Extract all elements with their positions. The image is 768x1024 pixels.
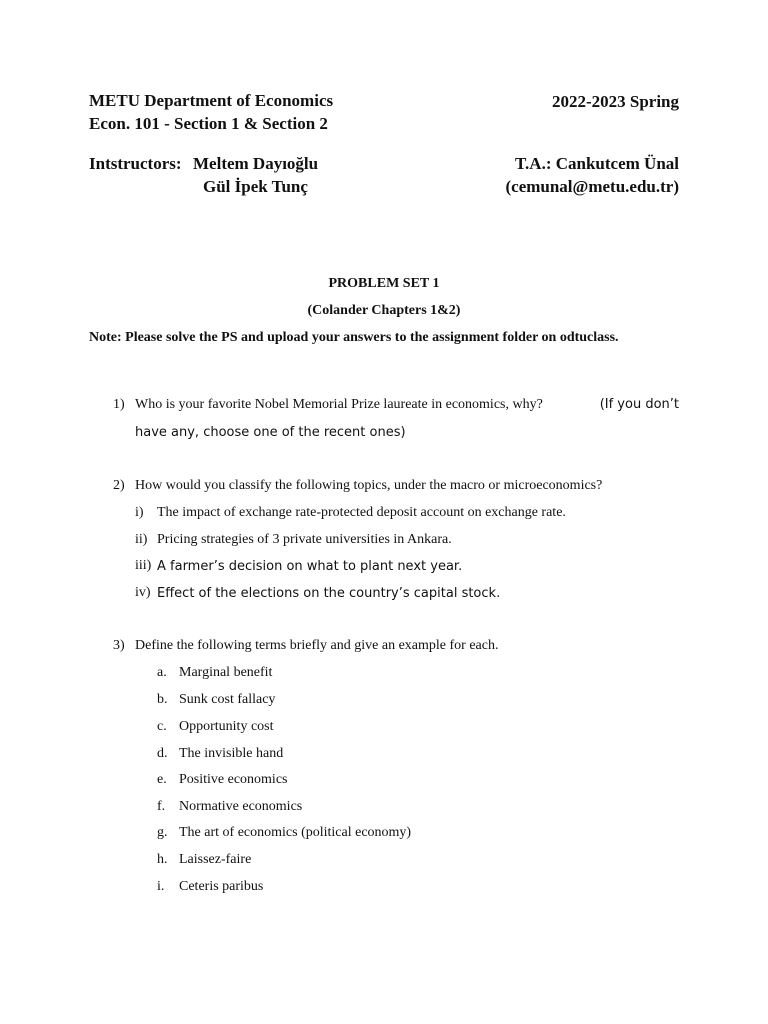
teaching-assistant: T.A.: Cankutcem Ünal	[514, 154, 679, 173]
instructor-2: Gül İpek Tunç	[203, 177, 308, 196]
q3-item-marker: b.	[157, 692, 168, 707]
q3-item-marker: a.	[157, 665, 167, 680]
instructors-label: Intstructors:	[89, 154, 182, 173]
q3-item-text: The art of economics (political economy)	[179, 825, 412, 840]
q2-item-text: Pricing strategies of 3 private universities in Ankara.	[157, 532, 452, 547]
q3-item-marker: c.	[157, 719, 167, 734]
q3-item-marker: i.	[157, 879, 165, 894]
question-1-text-aside: (If you don’t	[599, 397, 679, 412]
q3-item-marker: f.	[157, 799, 166, 814]
q2-item-marker: i)	[135, 505, 144, 520]
q3-item-text: Laissez-faire	[179, 852, 252, 867]
q3-item-marker: h.	[157, 852, 168, 867]
q2-item-marker: ii)	[135, 532, 148, 547]
problem-set-subtitle: (Colander Chapters 1&2)	[307, 303, 461, 318]
q3-item-text: Normative economics	[179, 799, 303, 814]
q3-item-marker: d.	[157, 746, 168, 761]
q3-item-text: The invisible hand	[179, 746, 284, 761]
term: 2022-2023 Spring	[551, 92, 679, 111]
q3-item-text: Sunk cost fallacy	[179, 692, 276, 707]
question-3-text: Define the following terms briefly and give an example for each.	[135, 638, 499, 653]
instructor-1: Meltem Dayıoğlu	[193, 154, 319, 173]
question-2-number: 2)	[113, 478, 125, 493]
q2-item-text: A farmer’s decision on what to plant next year.	[157, 559, 463, 574]
problem-set-title: PROBLEM SET 1	[328, 276, 440, 291]
q2-item-text: The impact of exchange rate-protected deposit account on exchange rate.	[157, 505, 566, 520]
q2-item-text: Effect of the elections on the country’s capital stock.	[157, 586, 501, 601]
q3-item-text: Marginal benefit	[179, 665, 273, 680]
course-code: Econ. 101 - Section 1 & Section 2	[89, 114, 328, 133]
q2-item-marker: iv)	[135, 585, 151, 600]
question-3-number: 3)	[113, 638, 125, 653]
q3-item-text: Ceteris paribus	[179, 879, 264, 894]
q3-item-marker: e.	[157, 772, 167, 787]
q3-item-text: Positive economics	[179, 772, 288, 787]
q3-item-text: Opportunity cost	[179, 719, 274, 734]
q2-item-marker: iii)	[135, 558, 152, 573]
department-name: METU Department of Economics	[89, 91, 334, 110]
question-1-number: 1)	[113, 397, 125, 412]
q3-item-marker: g.	[157, 825, 168, 840]
question-1-text: Who is your favorite Nobel Memorial Prize laureate in economics, why?	[135, 397, 543, 412]
ta-email: (cemunal@metu.edu.tr)	[505, 177, 679, 196]
submission-note: Note: Please solve the PS and upload your answers to the assignment folder on odtuclass.	[89, 330, 619, 345]
question-1-text-line2: have any, choose one of the recent ones)	[135, 425, 406, 440]
question-2-text: How would you classify the following topics, under the macro or microeconomics?	[135, 478, 603, 493]
